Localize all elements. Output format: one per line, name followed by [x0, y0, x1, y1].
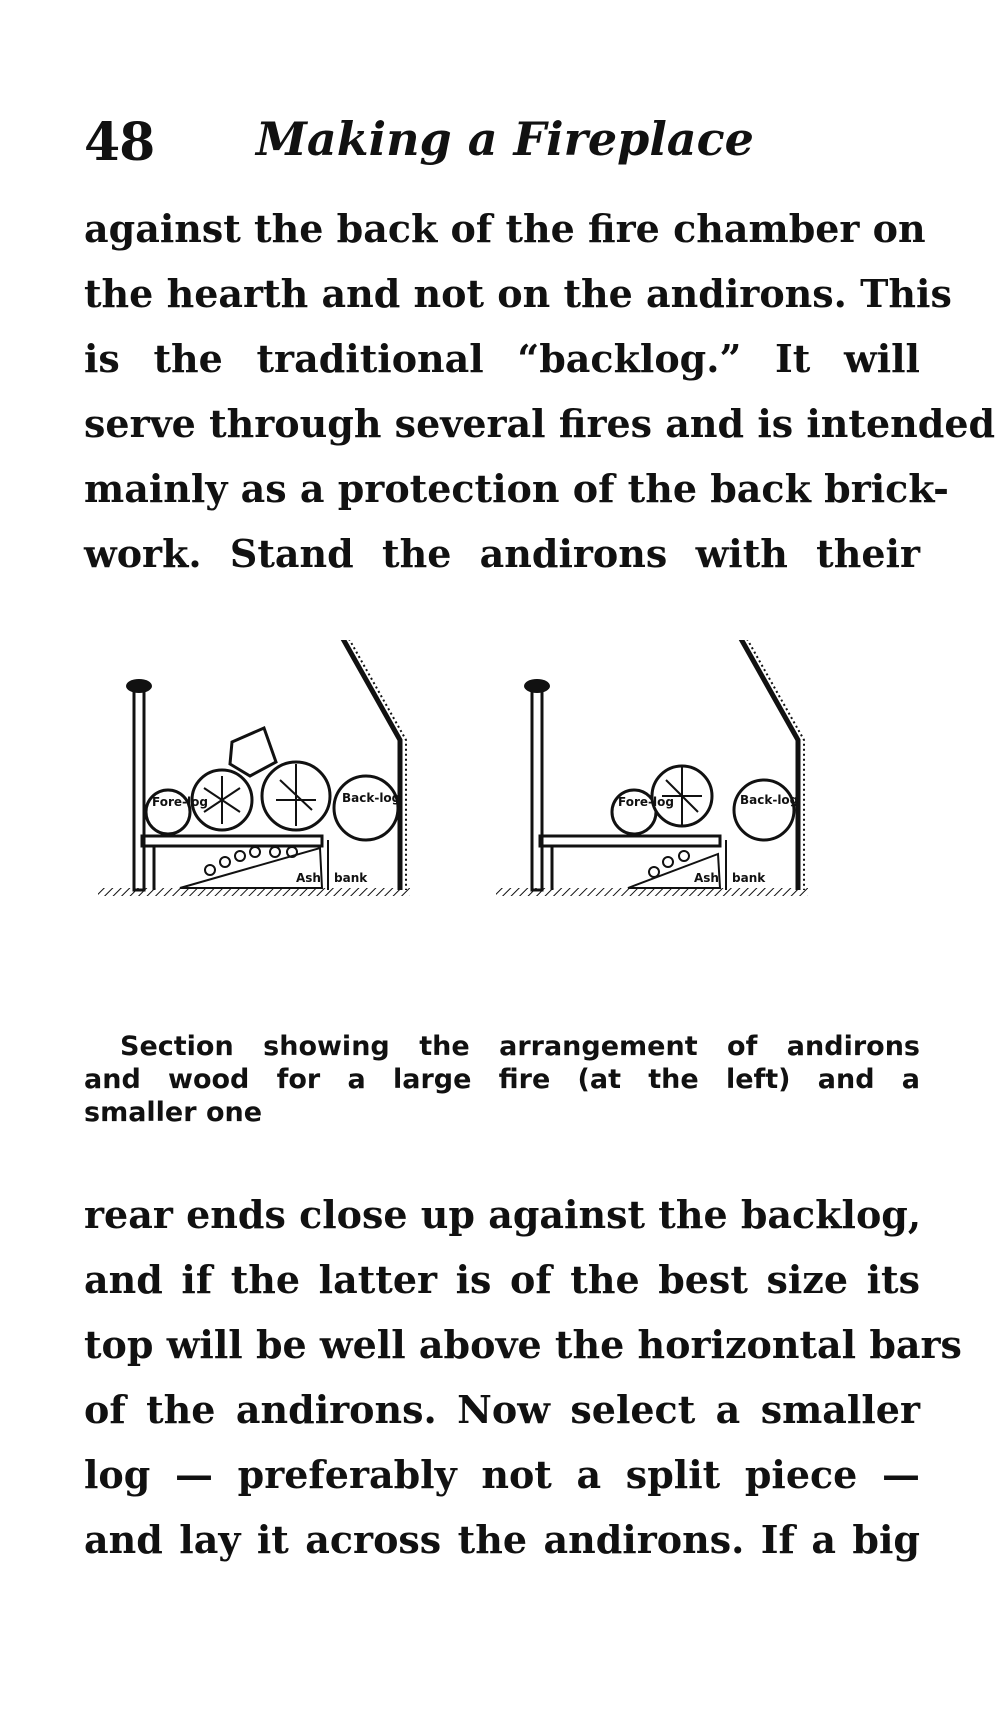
page-number: 48: [84, 112, 155, 173]
large-fire-diagram: [98, 640, 410, 896]
figure-caption: [84, 1030, 920, 1129]
ash-label: Ash: [694, 871, 719, 885]
andiron-post: [532, 690, 542, 890]
caption-line: smaller one: [84, 1097, 263, 1128]
page-header: [84, 112, 924, 182]
text-line: and if the latter is of the best size its: [84, 1257, 920, 1302]
small-fire-diagram: [496, 640, 808, 896]
text-line: of the andirons. Now select a smaller: [84, 1387, 920, 1432]
caption-line: Section showing the arrangement of andirons: [120, 1031, 920, 1062]
text-line: top will be well above the horizontal bars: [84, 1322, 962, 1367]
text-line: log — preferably not a split piece —: [84, 1452, 920, 1497]
text-line: mainly as a protection of the back brick-: [84, 466, 949, 511]
text-line: and lay it across the andirons. If a big: [84, 1517, 920, 1562]
ash-label: Ash: [296, 871, 321, 885]
back-log-label: Back-log: [342, 791, 401, 805]
bank-label: bank: [732, 871, 766, 885]
andiron-bar: [142, 836, 322, 846]
text-line: rear ends close up against the backlog,: [84, 1192, 922, 1237]
back-log-label: Back-log: [740, 793, 799, 807]
andiron-finial: [524, 679, 550, 693]
text-line: the hearth and not on the andirons. This: [84, 271, 952, 316]
paragraph-bottom: [84, 1182, 962, 1572]
fore-log-label: Fore-log: [152, 795, 208, 809]
fireplace-section-illustration: [80, 640, 920, 1020]
paragraph-top: [84, 196, 996, 586]
back-log: [734, 780, 794, 840]
text-line: serve through several fires and is intended: [84, 401, 996, 446]
text-line: work. Stand the andirons with their: [84, 531, 920, 576]
back-log: [334, 776, 401, 840]
andiron-diagrams: [80, 640, 920, 1020]
andiron-finial: [126, 679, 152, 693]
caption-line: and wood for a large fire (at the left) and a: [84, 1064, 920, 1095]
andiron-post: [134, 690, 144, 890]
split-log: [230, 728, 276, 776]
andiron-bar: [540, 836, 720, 846]
fore-log-label: Fore-log: [618, 795, 674, 809]
running-title: Making a Fireplace: [256, 112, 754, 166]
text-line: is the traditional “backlog.” It will: [84, 336, 920, 381]
fireback-wall: [736, 640, 798, 890]
bank-label: bank: [334, 871, 368, 885]
text-line: against the back of the fire chamber on: [84, 206, 926, 251]
fireback-wall: [338, 640, 400, 890]
